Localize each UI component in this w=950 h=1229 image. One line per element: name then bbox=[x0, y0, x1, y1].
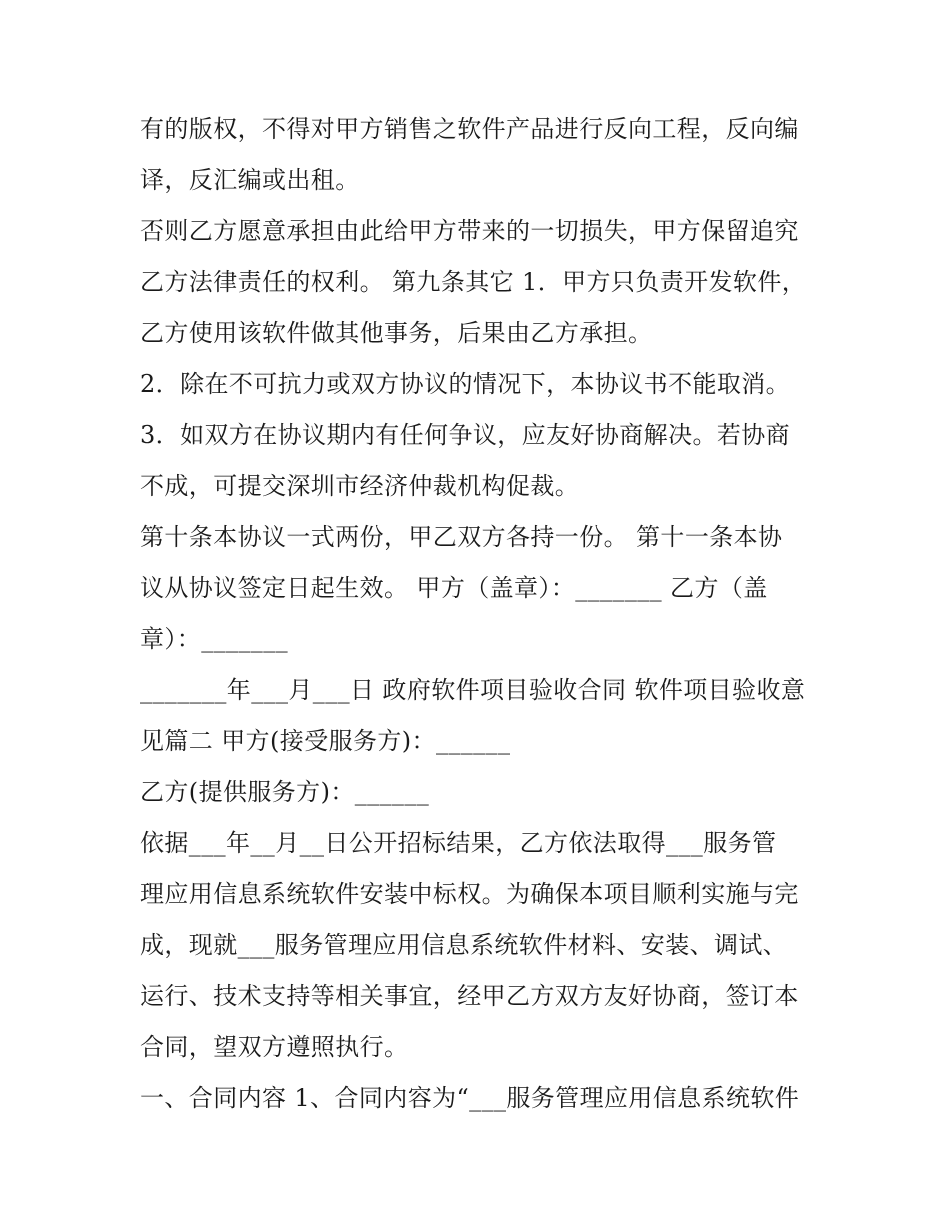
text-line: 一、合同内容 1、合同内容为“___服务管理应用信息系统软件 bbox=[140, 1084, 800, 1112]
text-line: 合同，望双方遵照执行。 bbox=[140, 1033, 409, 1061]
text-line: 见篇二 甲方(接受服务方)：______ bbox=[140, 727, 511, 755]
text-line: 乙方(提供服务方)：______ bbox=[140, 778, 430, 806]
text-line: 有的版权，不得对甲方销售之软件产品进行反向工程，反向编 bbox=[140, 115, 799, 143]
text-line: 否则乙方愿意承担由此给甲方带来的一切损失，甲方保留追究 bbox=[140, 217, 799, 245]
text-line: 乙方法律责任的权利。 第九条其它 1．甲方只负责开发软件， bbox=[140, 268, 807, 296]
text-line: 第十条本协议一式两份，甲乙双方各持一份。 第十一条本协 bbox=[140, 523, 783, 551]
text-line: 2．除在不可抗力或双方协议的情况下，本协议书不能取消。 bbox=[140, 370, 791, 398]
text-line: 议从协议签定日起生效。 甲方（盖章）：_______ 乙方（盖 bbox=[140, 574, 768, 602]
text-line: 乙方使用该软件做其他事务，后果由乙方承担。 bbox=[140, 319, 653, 347]
text-line: 章）：_______ bbox=[140, 625, 288, 653]
text-line: 3．如双方在协议期内有任何争议，应友好协商解决。若协商 bbox=[140, 421, 791, 449]
text-line: 不成，可提交深圳市经济仲裁机构促裁。 bbox=[140, 472, 580, 500]
text-line: 运行、技术支持等相关事宜，经甲乙方双方友好协商，签订本 bbox=[140, 982, 799, 1010]
text-line: _______年___月___日 政府软件项目验收合同 软件项目验收意 bbox=[140, 676, 806, 704]
text-line: 理应用信息系统软件安装中标权。为确保本项目顺利实施与完 bbox=[140, 880, 799, 908]
text-line: 译，反汇编或出租。 bbox=[140, 166, 360, 194]
text-line: 依据___年__月__日公开招标结果，乙方依法取得___服务管 bbox=[140, 829, 777, 857]
text-line: 成，现就___服务管理应用信息系统软件材料、安装、调试、 bbox=[140, 931, 788, 959]
document-body bbox=[140, 104, 820, 1124]
